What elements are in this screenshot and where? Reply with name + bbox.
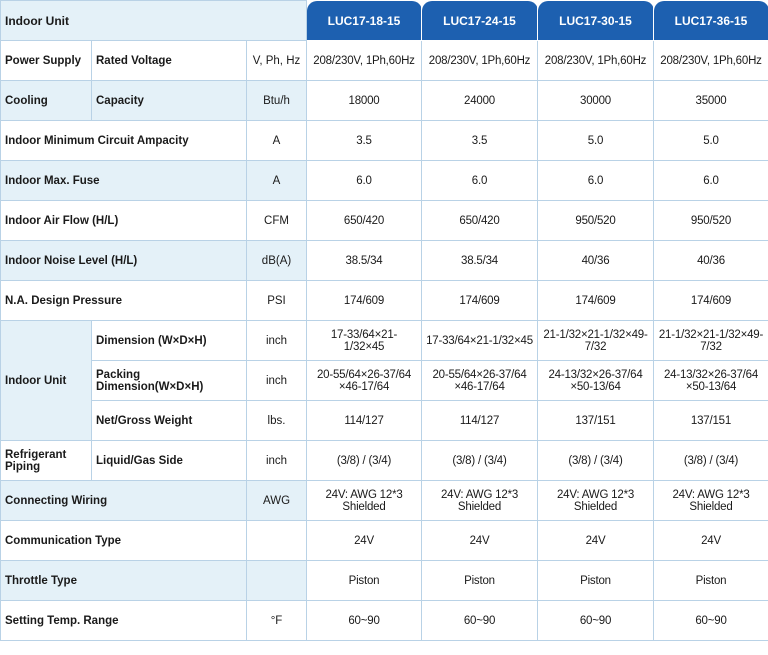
row-label <box>1 441 92 481</box>
row-unit: dB(A) <box>247 241 307 281</box>
row-label: Indoor Air Flow (H/L) <box>1 201 247 241</box>
cell-value: 60~90 <box>307 601 422 641</box>
cell-value: 208/230V, 1Ph,60Hz <box>654 41 768 81</box>
row-cooling <box>1 81 768 121</box>
cell-value: 38.5/34 <box>307 241 422 281</box>
cell-value: 17-33/64×21-1/32×45 <box>422 321 538 361</box>
cell-value: 114/127 <box>307 401 422 441</box>
row-label-line: Refrigerant <box>5 448 67 461</box>
row-unit: Btu/h <box>247 81 307 121</box>
cell-value: 174/609 <box>422 281 538 321</box>
cell-value: 40/36 <box>654 241 768 281</box>
row-max-fuse <box>1 161 768 201</box>
model-header: LUC17-30-15 <box>538 1 654 41</box>
cell-value: 24000 <box>422 81 538 121</box>
cell-value: 3.5 <box>307 121 422 161</box>
cell-value: 38.5/34 <box>422 241 538 281</box>
cell-value: 650/420 <box>422 201 538 241</box>
row-sublabel: Capacity <box>92 81 247 121</box>
row-label: N.A. Design Pressure <box>1 281 247 321</box>
row-label: Indoor Minimum Circuit Ampacity <box>1 121 247 161</box>
row-unit: CFM <box>247 201 307 241</box>
cell-value: 650/420 <box>307 201 422 241</box>
cell-value: 137/151 <box>654 401 768 441</box>
cell-value: 208/230V, 1Ph,60Hz <box>538 41 654 81</box>
cell-value: 24V: AWG 12*3 Shielded <box>538 481 654 521</box>
cell-value: 30000 <box>538 81 654 121</box>
row-power-supply <box>1 41 768 81</box>
cell-value <box>307 361 422 401</box>
cell-value: 24V <box>307 521 422 561</box>
cell-value <box>654 361 768 401</box>
cell-value: 40/36 <box>538 241 654 281</box>
row-throttle <box>1 561 768 601</box>
cell-value <box>422 361 538 401</box>
row-indoor-dimension <box>1 321 768 361</box>
row-unit <box>247 561 307 601</box>
cell-value: 114/127 <box>422 401 538 441</box>
row-sublabel: Dimension (W×D×H) <box>92 321 247 361</box>
row-label: Connecting Wiring <box>1 481 247 521</box>
row-label: Cooling <box>1 81 92 121</box>
cell-line: ×46-17/64 <box>338 380 390 393</box>
cell-value: 5.0 <box>538 121 654 161</box>
model-header: LUC17-36-15 <box>654 1 768 41</box>
row-min-circuit <box>1 121 768 161</box>
row-label: Throttle Type <box>1 561 247 601</box>
row-sublabel: Net/Gross Weight <box>92 401 247 441</box>
header-label: Indoor Unit <box>1 1 307 41</box>
cell-line: ×50-13/64 <box>570 380 621 393</box>
cell-value: 60~90 <box>422 601 538 641</box>
cell-value: 6.0 <box>307 161 422 201</box>
cell-value <box>538 361 654 401</box>
cell-value: 17-33/64×21-1/32×45 <box>307 321 422 361</box>
model-header: LUC17-18-15 <box>307 1 422 41</box>
cell-value: 174/609 <box>538 281 654 321</box>
cell-value: 208/230V, 1Ph,60Hz <box>422 41 538 81</box>
cell-value: 3.5 <box>422 121 538 161</box>
model-header: LUC17-24-15 <box>422 1 538 41</box>
header-row <box>1 1 768 41</box>
cell-value: 5.0 <box>654 121 768 161</box>
row-unit: A <box>247 121 307 161</box>
cell-value: (3/8) / (3/4) <box>307 441 422 481</box>
cell-value: 24V <box>538 521 654 561</box>
row-design-pressure <box>1 281 768 321</box>
row-unit: inch <box>247 441 307 481</box>
row-indoor-packing <box>1 361 768 401</box>
cell-line: 24-13/32×26-37/64 <box>548 368 643 381</box>
row-refrigerant <box>1 441 768 481</box>
cell-value: Piston <box>538 561 654 601</box>
cell-line: ×50-13/64 <box>685 380 737 393</box>
cell-value: 950/520 <box>538 201 654 241</box>
row-sublabel: Liquid/Gas Side <box>92 441 247 481</box>
row-label: Communication Type <box>1 521 247 561</box>
row-temp-range <box>1 601 768 641</box>
row-unit: °F <box>247 601 307 641</box>
cell-value: 24V <box>422 521 538 561</box>
row-label: Indoor Max. Fuse <box>1 161 247 201</box>
cell-value: 21-1/32×21-1/32×49-7/32 <box>654 321 768 361</box>
row-label: Setting Temp. Range <box>1 601 247 641</box>
row-unit: V, Ph, Hz <box>247 41 307 81</box>
cell-value: 950/520 <box>654 201 768 241</box>
row-noise <box>1 241 768 281</box>
cell-value: (3/8) / (3/4) <box>422 441 538 481</box>
cell-value: 24V: AWG 12*3 Shielded <box>422 481 538 521</box>
cell-value: 174/609 <box>307 281 422 321</box>
cell-value: 24V: AWG 12*3 Shielded <box>307 481 422 521</box>
cell-line: 20-55/64×26-37/64 <box>432 368 527 381</box>
cell-value: (3/8) / (3/4) <box>538 441 654 481</box>
row-unit: AWG <box>247 481 307 521</box>
cell-value: 174/609 <box>654 281 768 321</box>
cell-value: 18000 <box>307 81 422 121</box>
cell-line: ×46-17/64 <box>454 380 505 393</box>
cell-value: 35000 <box>654 81 768 121</box>
row-unit: inch <box>247 321 307 361</box>
cell-value: 6.0 <box>422 161 538 201</box>
row-unit: inch <box>247 361 307 401</box>
cell-value: 60~90 <box>654 601 768 641</box>
row-unit <box>247 521 307 561</box>
row-label: Indoor Noise Level (H/L) <box>1 241 247 281</box>
cell-value: 6.0 <box>654 161 768 201</box>
cell-line: 24-13/32×26-37/64 <box>663 368 759 381</box>
row-label-line: Piping <box>5 460 41 473</box>
row-sublabel: Packing Dimension(W×D×H) <box>92 361 247 401</box>
cell-value: Piston <box>307 561 422 601</box>
cell-value: 24V: AWG 12*3 Shielded <box>654 481 768 521</box>
row-label: Indoor Unit <box>1 321 92 441</box>
cell-value: 6.0 <box>538 161 654 201</box>
row-label: Power Supply <box>1 41 92 81</box>
row-wiring <box>1 481 768 521</box>
row-communication <box>1 521 768 561</box>
row-indoor-weight <box>1 401 768 441</box>
cell-value: 21-1/32×21-1/32×49-7/32 <box>538 321 654 361</box>
cell-value: (3/8) / (3/4) <box>654 441 768 481</box>
row-air-flow <box>1 201 768 241</box>
cell-value: Piston <box>654 561 768 601</box>
row-unit: lbs. <box>247 401 307 441</box>
row-sublabel: Rated Voltage <box>92 41 247 81</box>
cell-value: Piston <box>422 561 538 601</box>
row-unit: A <box>247 161 307 201</box>
cell-value: 60~90 <box>538 601 654 641</box>
cell-value: 24V <box>654 521 768 561</box>
cell-value: 208/230V, 1Ph,60Hz <box>307 41 422 81</box>
cell-value: 137/151 <box>538 401 654 441</box>
cell-line: 20-55/64×26-37/64 <box>316 368 412 381</box>
row-unit: PSI <box>247 281 307 321</box>
